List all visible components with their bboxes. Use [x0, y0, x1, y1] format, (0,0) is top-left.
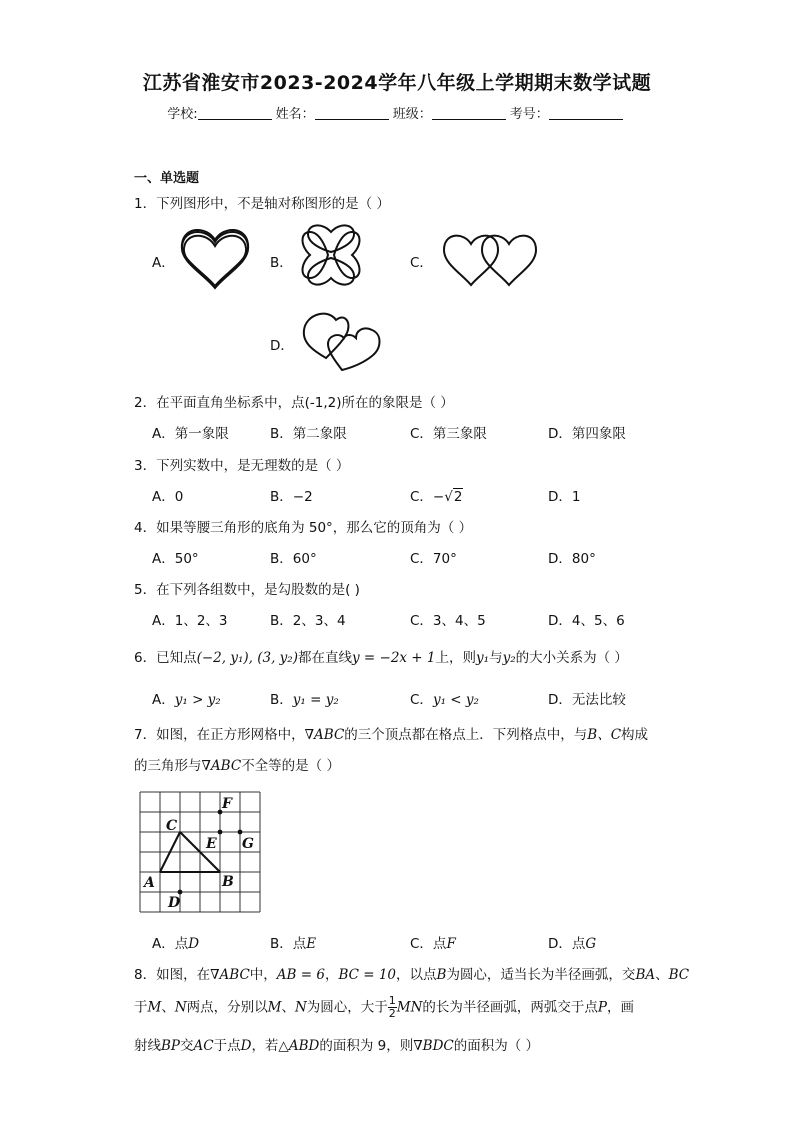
q7-option-c-point: F [446, 936, 456, 952]
q8-t3e: ，若△ [251, 1038, 289, 1054]
q1-option-a-label[interactable]: A． [152, 255, 175, 271]
q7-option-c[interactable] [410, 932, 456, 952]
name-label: 姓名： [275, 107, 315, 122]
q7-option-b-point: E [306, 936, 317, 952]
q8-t1c: ， [324, 967, 339, 983]
q8-t3b: 交 [180, 1038, 194, 1054]
question-4-stem: 4．如果等腰三角形的底角为 50°，那么它的顶角为（ ） [134, 520, 473, 536]
q3-option-c-radicand: 2 [453, 489, 463, 505]
q8-t3f: 的面积为 9，则 [319, 1038, 414, 1054]
q8-t2f: 的长为半径画弧，两弧交于点 [422, 999, 598, 1016]
q8-frac-den: 2 [388, 1007, 396, 1020]
q3-option-a[interactable]: A．0 [152, 489, 184, 505]
q7-text-c: 构成 [621, 727, 649, 743]
q7-option-b-text: B．点 [270, 936, 307, 952]
q8-ab: AB = 6 [276, 967, 325, 983]
question-8-stem-line3 [134, 1034, 539, 1054]
q8-t1f: 、 [655, 967, 669, 983]
q8-t1d: ，以点 [396, 967, 437, 983]
question-6-stem [134, 646, 628, 666]
label-g: G [242, 836, 254, 852]
q6-option-a-prefix: A． [152, 692, 175, 708]
q7-grid-figure [138, 790, 264, 916]
q8-t3g: 的面积为（ ） [453, 1038, 540, 1054]
q8-t1a: 8．如图，在 [134, 967, 211, 983]
q8-t3a: 射线 [134, 1038, 161, 1054]
q1-option-d-label[interactable]: D． [270, 338, 294, 354]
q6-option-b-prefix: B． [270, 692, 293, 708]
q6-y2: y₂ [502, 650, 516, 666]
q7-option-b[interactable] [270, 932, 316, 952]
label-e: E [206, 836, 217, 852]
q4-option-d[interactable]: D．80° [548, 551, 596, 567]
q2-option-d[interactable]: D．第四象限 [548, 426, 626, 442]
page-title: 江苏省淮安市2023-2024学年八年级上学期期末数学试题 [142, 72, 652, 94]
q7-option-c-text: C．点 [410, 936, 447, 952]
q3-option-d[interactable]: D．1 [548, 489, 581, 505]
q4-option-a[interactable]: A．50° [152, 551, 199, 567]
q6-text-c: 上，则 [435, 650, 477, 666]
q7-option-a[interactable] [152, 932, 199, 952]
question-3-stem: 3．下列实数中，是无理数的是（ ） [134, 458, 350, 474]
student-info-line [0, 103, 794, 122]
q8-t2g: ，画 [607, 999, 635, 1016]
question-1-stem: 1．下列图形中，不是轴对称图形的是（ ） [134, 196, 390, 212]
q7-triangle-2: ∇ABC [201, 758, 242, 774]
q2-option-b[interactable]: B．第二象限 [270, 426, 347, 442]
q8-mn: MN [396, 999, 423, 1016]
q8-t2c: 两点，分别以 [186, 999, 268, 1016]
label-c: C [166, 818, 178, 834]
q6-text-e: 的大小关系为（ ） [515, 650, 628, 666]
school-blank[interactable] [198, 106, 272, 120]
q8-bp: BP [161, 1038, 181, 1054]
q8-b: B [436, 967, 447, 983]
q7-triangle-1: ∇ABC [304, 727, 345, 743]
q6-line-equation: y = −2x + 1 [351, 650, 436, 666]
q6-text-b: 都在直线 [297, 650, 352, 666]
question-8-stem-line1 [134, 963, 689, 983]
q8-abd: ABD [288, 1038, 320, 1054]
question-5-stem: 5．在下列各组数中，是勾股数的是( ) [134, 582, 360, 598]
class-blank[interactable] [432, 106, 506, 120]
q7-text-d: 的三角形与 [134, 758, 202, 774]
q7-option-a-point: D [188, 936, 200, 952]
q8-bc2: BC [668, 967, 690, 983]
q8-t1tri: ∇ABC [210, 967, 250, 983]
q8-t3c: 于点 [213, 1038, 241, 1054]
q7-text-a: 7．如图，在正方形网格中， [134, 727, 305, 743]
label-f: F [222, 796, 232, 812]
number-blank[interactable] [549, 106, 623, 120]
q6-points: (−2, y₁), (3, y₂) [196, 650, 298, 666]
name-blank[interactable] [315, 106, 389, 120]
point-g [238, 830, 243, 835]
q8-ba: BA [635, 967, 656, 983]
q5-option-b[interactable]: B．2、3、4 [270, 613, 346, 629]
q8-n2: N [294, 999, 307, 1016]
q7-option-d-point: G [585, 936, 597, 952]
q1-option-b-four-hearts-figure [300, 222, 362, 290]
number-label: 考号： [509, 107, 549, 122]
point-d [178, 890, 183, 895]
q6-option-d[interactable]: D．无法比较 [548, 692, 626, 708]
q6-option-b-math: y₁ = y₂ [292, 692, 339, 708]
q6-text-a: 6．已知点 [134, 650, 197, 666]
q6-option-c-math: y₁ < y₂ [432, 692, 479, 708]
q1-option-c-label[interactable]: C． [410, 255, 433, 271]
q8-fraction-half [388, 995, 397, 1020]
class-label: 班级： [392, 107, 432, 122]
q7-text-b: 的三个顶点都在格点上．下列格点中，与 [344, 727, 588, 743]
q7-option-d-text: D．点 [548, 936, 586, 952]
q8-t2e: 为圆心，大于 [306, 999, 388, 1016]
question-8-stem-line2 [134, 995, 634, 1020]
q8-m: M [147, 999, 162, 1016]
q6-option-c-prefix: C． [410, 692, 433, 708]
q1-option-b-label[interactable]: B． [270, 255, 293, 271]
q6-option-b[interactable] [270, 688, 339, 708]
q7-option-d[interactable] [548, 932, 596, 952]
q1-option-d-tilted-hearts-figure [298, 308, 386, 372]
question-7-stem-line1 [134, 723, 648, 743]
q8-t1e: 为圆心，适当长为半径画弧，交 [446, 967, 636, 983]
label-b: B [222, 874, 234, 890]
q3-option-b[interactable]: B．−2 [270, 489, 313, 505]
q5-option-c[interactable]: C．3、4、5 [410, 613, 486, 629]
q5-option-d[interactable]: D．4、5、6 [548, 613, 625, 629]
q4-option-b[interactable]: B．60° [270, 551, 317, 567]
q8-t2a: 于 [134, 999, 148, 1016]
section-title: 一、单选题 [134, 171, 200, 186]
q8-d: D [240, 1038, 252, 1054]
q8-n: N [174, 999, 187, 1016]
q7-option-a-text: A．点 [152, 936, 189, 952]
q8-bdc: ∇BDC [413, 1038, 454, 1054]
question-7-stem-line2 [134, 754, 340, 774]
label-a: A [144, 875, 155, 891]
q2-option-a[interactable]: A．第一象限 [152, 426, 229, 442]
q8-m2: M [267, 999, 282, 1016]
q6-option-c[interactable] [410, 688, 479, 708]
q1-option-a-heart-figure [176, 226, 254, 292]
q7-text-e: 不全等的是（ ） [241, 758, 340, 774]
q8-p: P [597, 999, 608, 1016]
q8-t2d: 、 [281, 999, 295, 1016]
q8-ac: AC [193, 1038, 214, 1054]
q4-option-c[interactable]: C．70° [410, 551, 457, 567]
q5-option-a[interactable]: A．1、2、3 [152, 613, 228, 629]
q7-bc: B、C [587, 727, 622, 743]
q8-t2b: 、 [161, 999, 175, 1016]
q6-text-d: 与 [489, 650, 503, 666]
q6-option-a-math: y₁ > y₂ [174, 692, 221, 708]
q2-option-c[interactable]: C．第三象限 [410, 426, 487, 442]
school-label: 学校: [167, 107, 198, 122]
q3-option-c[interactable] [410, 485, 463, 505]
q6-option-a[interactable] [152, 688, 221, 708]
label-d: D [168, 895, 181, 911]
point-e [218, 830, 223, 835]
q3-option-c-prefix: C．−√ [410, 489, 453, 505]
q8-frac-num: 1 [388, 994, 396, 1007]
q1-option-c-two-hearts-figure [440, 230, 540, 288]
question-2-stem: 2．在平面直角坐标系中，点(-1,2)所在的象限是（ ） [134, 395, 454, 411]
q8-t1b: 中， [249, 967, 277, 983]
q8-bc: BC = 10 [338, 967, 397, 983]
q6-y1: y₁ [476, 650, 490, 666]
